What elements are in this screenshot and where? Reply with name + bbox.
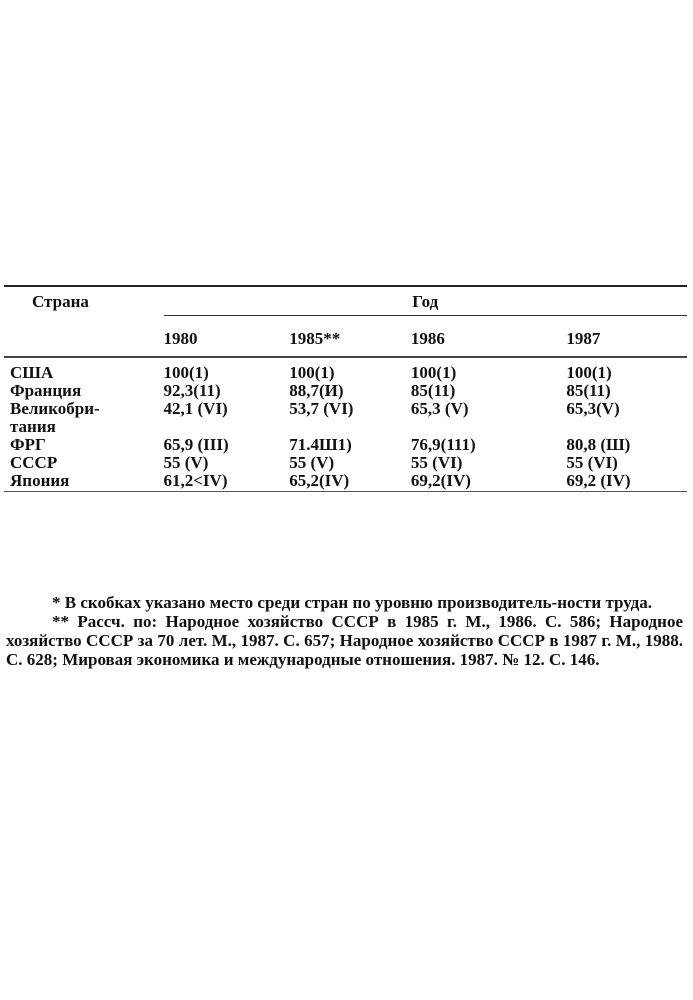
footnotes	[6, 593, 683, 669]
header-year-1985: 1985**	[289, 316, 411, 358]
value-cell: 55 (V)	[163, 453, 209, 472]
header-year-1980: 1980	[164, 316, 290, 358]
table-body	[4, 357, 687, 492]
data-table	[4, 285, 687, 492]
value-cell: 88,7(И)	[289, 381, 344, 400]
value-cell: 53,7 (VI)	[289, 399, 354, 418]
value-cell: 69,2 (IV)	[566, 472, 687, 492]
value-cell: 65,2(IV)	[289, 472, 411, 492]
value-cell: 100(1)	[289, 363, 335, 382]
header-blank	[4, 316, 164, 358]
value-cell: 69,2(IV)	[411, 472, 566, 492]
value-cell: 85(11)	[566, 381, 611, 400]
value-cell: 55 (VI)	[410, 453, 463, 472]
table-row	[4, 382, 687, 400]
value-cell: 61,2<IV)	[164, 472, 290, 492]
footnote-1: * В скобках указано место среди стран по уровню производитель-ности труда.	[52, 593, 653, 612]
table-row	[4, 400, 687, 436]
country-cell: ФРГ	[10, 435, 46, 454]
productivity-table	[4, 285, 687, 492]
footnote-2: ** Рассч. по: Народное хозяйство СССР в 1985 г. М., 1986. С. 586; Народное хозяйство СССР за 70 лет. М., 1987. С. 657; Народное хозяйство СССР в 1987 г. М., 1988. С. 628; Мировая экономика и международные отношения. 1987. № 12. С. 146.	[6, 612, 683, 669]
header-year-1987: 1987	[566, 316, 687, 358]
value-cell: 85(11)	[410, 381, 456, 400]
value-cell: 55 (VI)	[566, 453, 618, 472]
header-year-1986: 1986	[411, 316, 566, 358]
value-cell: 100(1)	[566, 363, 612, 382]
value-cell: 100(1)	[163, 363, 209, 382]
value-cell: 92,3(11)	[163, 381, 221, 400]
country-cell: Япония	[4, 472, 164, 492]
table-row	[4, 364, 687, 382]
table-row	[4, 454, 687, 472]
country-cell: США	[10, 363, 54, 382]
value-cell: 65,9 (III)	[163, 435, 229, 454]
country-cell: Франция	[10, 381, 82, 400]
value-cell: 80,8 (Ш)	[566, 435, 631, 454]
table-row	[4, 436, 687, 454]
value-cell: 55 (V)	[289, 453, 335, 472]
value-cell: 71.4Ш1)	[289, 435, 352, 454]
header-year-group: Год	[412, 292, 439, 311]
country-cell: СССР	[10, 453, 58, 472]
value-cell: 76,9(111)	[410, 435, 476, 454]
table-row	[4, 472, 687, 492]
value-cell: 65,3(V)	[566, 399, 620, 418]
country-cell: Великобри- тания	[10, 399, 100, 436]
value-cell: 42,1 (VI)	[163, 399, 228, 418]
value-cell: 65,3 (V)	[410, 399, 469, 418]
value-cell: 100(1)	[410, 363, 457, 382]
header-country: Страна	[32, 292, 89, 311]
